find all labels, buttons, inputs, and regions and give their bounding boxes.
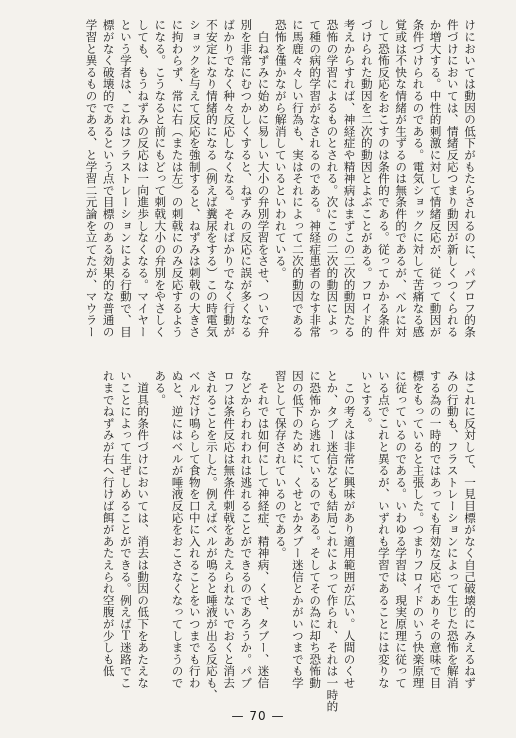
bottom-line: ある。 bbox=[153, 370, 168, 406]
top-line: 恐怖を僅かながら解消しているといわれている。 bbox=[273, 19, 288, 279]
bottom-line: されることを示した。例えばベルが鳴ると唾液が出る反応も、 bbox=[204, 370, 219, 701]
bottom-line: それでは如何にして神経症、精神病、くせ、タブー、迷信 bbox=[256, 370, 271, 689]
top-line: ばかりでなく种々反応しなくなる。そればかりでなく行動が bbox=[222, 19, 237, 338]
bottom-line: などからわれわれは逃れることができるのであろうか。パブ bbox=[239, 370, 254, 689]
top-line: 別を非常にむつかしくすると、ねずみの反応に誤が多くなる bbox=[239, 19, 254, 338]
top-line: という学者は、これはフラストレーションによる行動で、目 bbox=[118, 19, 133, 338]
top-line: 条件づけられるのである。電気ショックに対して苦痛なる感 bbox=[411, 19, 426, 338]
bottom-line: みの行動も、フラストレーションによって生じた恐怖を解消 bbox=[445, 370, 460, 689]
bottom-line: する為の一時的ではあっても有効な反応でありその意味で目 bbox=[428, 370, 443, 689]
top-line: 白ねずみに始めに易しい大小の弁別学習をさせ、ついで弁 bbox=[256, 19, 271, 338]
bottom-line: 因の低下のために、くせとかタブー迷信とかがいつまでも学 bbox=[290, 370, 305, 689]
top-line: 覚或は不快な情緒が生ずるのは無条件的であるが、ベルに対 bbox=[394, 19, 409, 338]
bottom-line: に恐怖から逃れているのである。そしてその為に却ち恐怖動 bbox=[308, 370, 323, 689]
bottom-line: ぬと、逆にはベルが唾液反応をおこさなくなってしまうので bbox=[170, 370, 185, 689]
top-line: 恐怖の学習によるものとされる。次にこの二次的動因によっ bbox=[325, 19, 340, 338]
top-line: ショックを与えて反応を強制すると、ねずみは刺戟の大きさ bbox=[187, 19, 202, 338]
top-line: けにおいては動因の低下がもたらされるのに、パブロフ的条 bbox=[463, 19, 477, 338]
top-line: て種の病的学習がなされるのである。神経症患者のなす非常 bbox=[308, 19, 323, 338]
bottom-line: はこれに反対して、一見目標がなく自己破壊的にみえるねず bbox=[463, 370, 477, 689]
bottom-line: ロフは条件反応は無条件刺戟をあたえられないでおくと消去 bbox=[222, 370, 237, 689]
bottom-line: この考えは非常に興味があり適用範囲が広い。人間のくせ bbox=[342, 370, 357, 689]
bottom-line: 道具的条件づけにおいては、消去は動因の低下をあたえな bbox=[136, 370, 151, 689]
top-line: 件づけにおいては、情緒反応つまり動因が新しくつくられる bbox=[445, 19, 460, 338]
top-text-block bbox=[40, 19, 478, 351]
top-line: しても、もうねずみの反応は一向進歩しなくなる。マイヤー bbox=[136, 19, 151, 338]
bottom-line: いことによって生ぜしめることができる。例えばＴ迷路でこ bbox=[118, 370, 133, 689]
top-line: 学習と異るものである、と学習二元論を立てたが、マウラー bbox=[84, 19, 99, 338]
top-line: に拘わらず、常に右（または左）の刺戟にのみ反応するよう bbox=[170, 19, 185, 338]
bottom-line: とか、タブー迷信なども結局これによって作られ、それは一時的 bbox=[325, 370, 340, 713]
bottom-line: いる点でこれと異るが、いずれも学習であることには変りな bbox=[376, 370, 391, 689]
bottom-line: れまでねずみが右へ行けば餌があたえられ空腹が少しも低 bbox=[101, 370, 116, 677]
top-line: 標がなく破壊的であるという点で目標のある効果的な普通の bbox=[101, 19, 116, 338]
top-line: づけられた動因を二次的動因とよぶことがある。フロイド的 bbox=[359, 19, 374, 338]
bottom-line: ベルだけ鳴らして食物を口中に入れることをいつまでも行わ bbox=[187, 370, 202, 689]
bottom-line: に従っているのである。いわゆる学習は、現実原理に従って bbox=[394, 370, 409, 689]
bottom-line: 標をもっていると主張した。つまりフロイドのいう快楽原理 bbox=[411, 370, 426, 689]
top-line: 不安定になり情緒的になる（例えば糞尿をする）この時電気 bbox=[204, 19, 219, 338]
top-line: して恐怖反応をおこすのは条件的である。従ってかかる条件 bbox=[376, 19, 391, 338]
page-number: — 70 — bbox=[231, 709, 285, 723]
top-line: 考えからすれば、神経症や精神病はまずこの二次的動因たる bbox=[342, 19, 357, 338]
top-line: に馬鹿々々しい行為も、実はそれによって二次的動因である bbox=[290, 19, 305, 338]
bottom-text-block bbox=[40, 370, 478, 713]
bottom-line: いとする。 bbox=[359, 370, 374, 429]
top-line: か増大する。中性的刺激に対して情緒反応が、従って動因が bbox=[428, 19, 443, 338]
top-line: になる。こうなると前にもどって刺戟大小の弁別をやさしく bbox=[153, 19, 168, 338]
bottom-line: 習として保存されているのである。 bbox=[273, 370, 288, 559]
